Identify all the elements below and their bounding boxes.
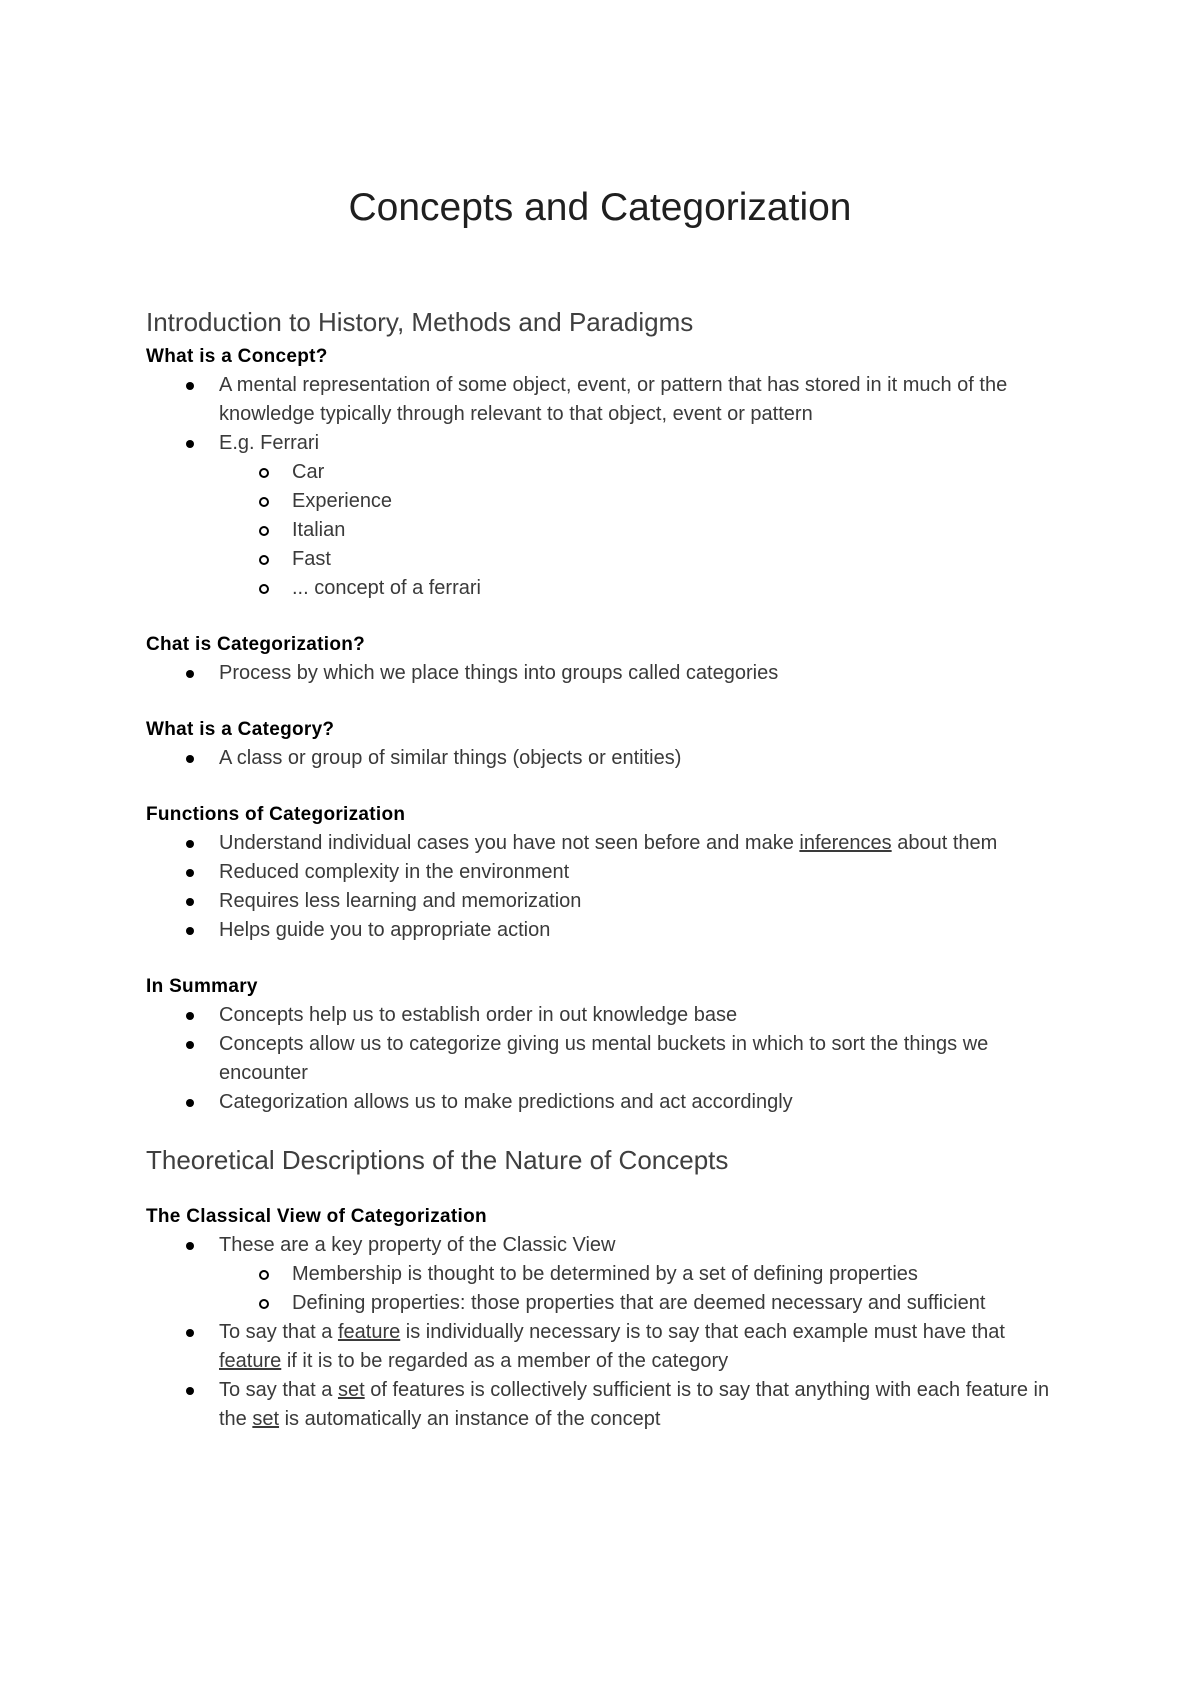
sub-list-item (219, 487, 1066, 516)
list-item-text: Reduced complexity in the environment (219, 861, 570, 883)
bullet-list (146, 371, 1066, 603)
sub-list-item-text: Italian (292, 519, 346, 541)
list-item (146, 1088, 1066, 1117)
list-item-text: A class or group of similar things (objects or entities) (219, 747, 682, 769)
bullet-icon (186, 869, 194, 877)
list-item (146, 1376, 1066, 1434)
underlined-term-inferences: inferences (799, 832, 892, 854)
section-heading-theoretical: Theoretical Descriptions of the Nature of Concepts (146, 1145, 729, 1175)
underlined-term-feature: feature (337, 1321, 401, 1343)
list-item (146, 829, 1066, 858)
text-segment: To say that a (219, 1321, 338, 1343)
hollow-bullet-icon (259, 1270, 269, 1280)
sub-list-item (219, 545, 1066, 574)
bullet-list (146, 1231, 1066, 1434)
list-item (146, 887, 1066, 916)
text-segment: if it is to be regarded as a member of the category (281, 1350, 729, 1372)
bullet-icon (186, 440, 194, 448)
list-item (146, 371, 1066, 429)
section-functions (146, 801, 1066, 945)
bullet-icon (186, 1099, 194, 1107)
section-what-is-category (146, 716, 1066, 773)
list-item (146, 858, 1066, 887)
sub-list-item (219, 1289, 1066, 1318)
underlined-term-set: set (337, 1379, 365, 1401)
bullet-icon (186, 1329, 194, 1337)
list-item-text: Process by which we place things into groups called categories (219, 662, 779, 684)
underlined-term-feature: feature (219, 1350, 282, 1372)
subheading-summary: In Summary (146, 976, 258, 997)
list-item (146, 429, 1066, 603)
sub-bullet-list (219, 1260, 1066, 1318)
list-item-text: Categorization allows us to make predictions and act accordingly (219, 1091, 793, 1113)
sub-list-item (219, 458, 1066, 487)
bullet-icon (186, 1041, 194, 1049)
hollow-bullet-icon (259, 497, 269, 507)
hollow-bullet-icon (259, 1299, 269, 1309)
text-segment: is individually necessary is to say that each example must have that (400, 1321, 1005, 1343)
section-heading-intro: Introduction to History, Methods and Paradigms (146, 307, 694, 337)
bullet-list (146, 659, 1066, 688)
section-classical-view (146, 1203, 1066, 1434)
list-item (146, 1030, 1066, 1088)
hollow-bullet-icon (259, 584, 269, 594)
sub-list-item-text: Defining properties: those properties that are deemed necessary and sufficient (292, 1292, 986, 1314)
bullet-icon (186, 1242, 194, 1250)
bullet-icon (186, 382, 194, 390)
text-segment: To say that a (219, 1379, 338, 1401)
list-item-text: Helps guide you to appropriate action (219, 919, 551, 941)
list-item-text: A mental representation of some object, event, or pattern that has stored in it much of the knowledge typically through relevant to that object, event or pattern (219, 374, 1008, 425)
subheading-what-is-concept: What is a Concept? (146, 346, 328, 367)
sub-list-item-text: Fast (292, 548, 331, 570)
bullet-icon (186, 840, 194, 848)
list-item-text: Concepts allow us to categorize giving us mental buckets in which to sort the things we encounter (219, 1033, 989, 1084)
sub-bullet-list (219, 458, 1066, 603)
list-item (146, 916, 1066, 945)
subheading-classical-view: The Classical View of Categorization (146, 1206, 487, 1227)
bullet-list (146, 829, 1066, 945)
list-item (146, 1001, 1066, 1030)
document-body (146, 305, 1066, 1434)
bullet-icon (186, 755, 194, 763)
list-item-text: These are a key property of the Classic View (219, 1234, 616, 1256)
bullet-icon (186, 1387, 194, 1395)
list-item-text: Requires less learning and memorization (219, 890, 582, 912)
list-item-text-start: Understand individual cases you have not seen before and make (219, 832, 800, 854)
sub-list-item-text: ... concept of a ferrari (292, 577, 481, 599)
bullet-list (146, 744, 1066, 773)
bullet-icon (186, 898, 194, 906)
text-segment: of features is collectively sufficient is to say that anything with each feature in the (219, 1379, 1050, 1430)
sub-list-item (219, 574, 1066, 603)
sub-list-item-text: Experience (292, 490, 393, 512)
section-what-is-categorization (146, 631, 1066, 688)
list-item (146, 744, 1066, 773)
sub-list-item-text: Membership is thought to be determined by a set of defining properties (292, 1263, 918, 1285)
subheading-category: What is a Category? (146, 719, 335, 740)
list-item-text-end: about them (891, 832, 998, 854)
section-in-summary (146, 973, 1066, 1117)
text-segment: is automatically an instance of the concept (279, 1408, 661, 1430)
list-item (146, 1318, 1066, 1376)
hollow-bullet-icon (259, 468, 269, 478)
bullet-icon (186, 927, 194, 935)
list-item-text: Concepts help us to establish order in out knowledge base (219, 1004, 738, 1026)
sub-list-item (219, 516, 1066, 545)
underlined-term-set: set (252, 1408, 280, 1430)
bullet-icon (186, 670, 194, 678)
list-item (146, 1231, 1066, 1318)
list-item (146, 659, 1066, 688)
bullet-icon (186, 1012, 194, 1020)
subheading-categorization: Chat is Categorization? (146, 634, 366, 655)
subheading-functions: Functions of Categorization (146, 804, 406, 825)
section-what-is-concept (146, 343, 1066, 603)
sub-list-item-text: Car (292, 461, 325, 483)
hollow-bullet-icon (259, 526, 269, 536)
list-item-text: E.g. Ferrari (219, 432, 320, 454)
sub-list-item (219, 1260, 1066, 1289)
document-title: Concepts and Categorization (348, 186, 852, 229)
hollow-bullet-icon (259, 555, 269, 565)
bullet-list (146, 1001, 1066, 1117)
